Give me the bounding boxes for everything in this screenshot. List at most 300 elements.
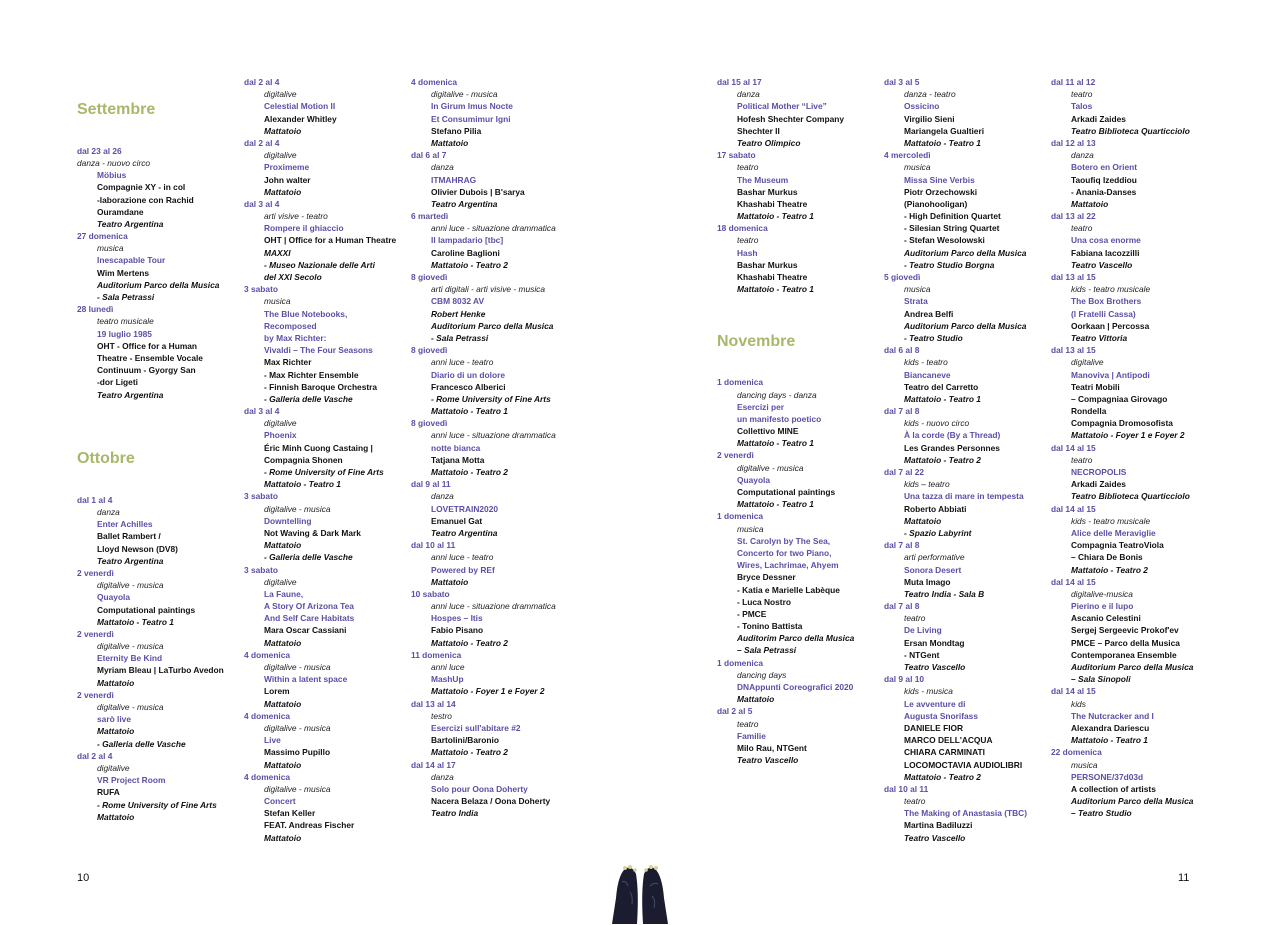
event-genre: arti performative — [904, 552, 965, 563]
event-artist: Lorem — [264, 686, 290, 697]
event-genre: teatro — [737, 235, 759, 246]
event-venue: Mattatoio — [264, 186, 302, 197]
spacer — [77, 76, 227, 88]
event-title: Proximeme — [264, 162, 310, 173]
event-genre: teatro — [904, 796, 926, 807]
event-genre: arti visive - teatro — [264, 211, 328, 222]
event-artist: Roberto Abbiati — [904, 503, 967, 514]
event-title: La Faune, — [264, 588, 304, 599]
event-date: 6 martedì — [411, 211, 449, 222]
event-artist: PMCE – Parco della Musica — [1071, 637, 1180, 648]
event-date: dal 14 al 15 — [1051, 686, 1096, 697]
event-venue: del XXI Secolo — [264, 272, 322, 282]
event-artist: Wim Mertens — [97, 267, 150, 278]
event-artist: Caroline Baglioni — [431, 247, 500, 258]
event-venue: Teatro Vascello — [737, 755, 799, 766]
event-genre: anni luce - teatro — [431, 357, 494, 368]
event-artist: (Pianohooligan) — [904, 198, 968, 209]
event-venue: Teatro Biblioteca Quarticciolo — [1071, 491, 1190, 502]
event-genre: teatro — [1071, 89, 1093, 100]
event-venue: Mattatoio - Teatro 2 — [431, 747, 508, 758]
event-title: The Making of Anastasia (TBC) — [904, 808, 1027, 819]
event-artist: - Finnish Baroque Orchestra — [264, 381, 378, 392]
event-venue: – Sala Sinopoli — [1071, 674, 1131, 685]
event-date: 8 giovedì — [411, 345, 448, 356]
event-artist: Teatri Mobili — [1071, 381, 1120, 392]
spacer — [77, 413, 227, 425]
event-artist: Bashar Murkus — [737, 186, 798, 197]
column-2 — [244, 76, 404, 844]
event-date: 8 giovedì — [411, 272, 448, 282]
event-venue: Mattatoio - Teatro 1 — [737, 438, 814, 449]
event-title: Pierino e il lupo — [1071, 601, 1134, 612]
event-date: 1 domenica — [717, 377, 764, 388]
event-genre: teatro — [1071, 454, 1093, 465]
event-venue: - Rome University of Fine Arts — [431, 393, 551, 404]
event-artist: Arkadi Zaides — [1071, 113, 1126, 124]
event-venue: Mattatoio - Teatro 2 — [904, 771, 981, 782]
event-venue: Auditorium Parco della Musica — [904, 320, 1027, 331]
event-artist: Sergej Sergeevic Prokof'ev — [1071, 625, 1179, 636]
event-date: dal 13 al 14 — [411, 698, 456, 709]
event-genre: kids - teatro musicale — [1071, 515, 1151, 526]
spacer — [717, 320, 877, 332]
event-date: dal 13 al 22 — [1051, 211, 1096, 222]
event-artist: Contemporanea Ensemble — [1071, 649, 1177, 660]
event-venue: - Sala Petrassi — [431, 332, 489, 343]
event-venue: Teatro Vascello — [1071, 259, 1133, 270]
event-venue: Mattatoio - Teatro 1 — [97, 616, 174, 627]
spacer — [717, 295, 877, 307]
event-title: Solo pour Oona Doherty — [431, 783, 528, 794]
event-artist: Fabiana Iacozzilli — [1071, 247, 1140, 258]
column-4 — [717, 76, 877, 766]
event-title: Missa Sine Verbis — [904, 174, 975, 185]
event-date: dal 3 al 4 — [244, 198, 280, 209]
event-title: Möbius — [97, 170, 127, 181]
event-date: dal 7 al 8 — [884, 540, 920, 551]
event-artist: Compagnie XY - in col — [97, 182, 186, 193]
event-venue: Auditorium Parco della Musica — [97, 279, 220, 290]
event-artist: Martina Badiluzzi — [904, 820, 973, 831]
month-heading: Ottobre — [77, 450, 135, 468]
event-title: Et Consumimur Igni — [431, 113, 511, 124]
event-date: 2 venerdì — [77, 567, 114, 578]
event-venue: Teatro Vascello — [904, 832, 966, 843]
event-title: Concert — [264, 796, 296, 807]
event-venue: Teatro Argentina — [97, 389, 164, 400]
event-artist: Ersan Mondtag — [904, 637, 965, 648]
event-title: Le avventure di — [904, 698, 966, 709]
event-genre: dancing days - danza — [737, 389, 817, 400]
event-title: Enter Achilles — [97, 519, 153, 530]
event-artist: Collettivo MINE — [737, 426, 799, 437]
event-title: Strata — [904, 296, 928, 307]
event-title: Rompere il ghiaccio — [264, 223, 344, 234]
event-venue: Mattatoio - Teatro 1 — [904, 137, 981, 148]
event-date: dal 23 al 26 — [77, 145, 122, 156]
spacer — [717, 308, 877, 320]
event-date: dal 9 al 10 — [884, 674, 925, 685]
event-genre: kids - teatro musicale — [1071, 284, 1151, 295]
event-genre: arti digitali - arti visive - musica — [431, 284, 546, 295]
event-venue: - Teatro Studio — [904, 332, 963, 343]
event-artist: Continuum - Gyorgy San — [97, 365, 196, 376]
event-artist: Massimo Pupillo — [264, 747, 331, 758]
event-venue: Mattatoio - Teatro 1 — [737, 499, 814, 510]
event-artist: Taoufiq Izeddiou — [1071, 174, 1137, 185]
event-title: Il lampadario [tbc] — [431, 235, 504, 246]
event-venue: Teatro Argentina — [97, 555, 164, 566]
event-genre: teatro musicale — [97, 316, 154, 327]
event-venue: Mattatoio - Foyer 1 e Foyer 2 — [1071, 430, 1185, 441]
event-artist: Ouramdane — [97, 206, 144, 217]
event-genre: danza — [737, 89, 760, 100]
event-date: 3 sabato — [244, 491, 278, 502]
event-date: dal 6 al 7 — [411, 150, 447, 161]
event-artist: A collection of artists — [1071, 783, 1156, 794]
event-artist: - Stefan Wesolowski — [904, 235, 985, 246]
event-title: CBM 8032 AV — [431, 296, 485, 307]
spacer — [77, 425, 227, 437]
event-date: 22 domenica — [1051, 747, 1102, 758]
event-artist: DANIELE FIOR — [904, 722, 964, 733]
event-genre: digitalive - musica — [264, 503, 331, 514]
event-title: Familie — [737, 730, 766, 741]
event-title: Quayola — [737, 474, 771, 485]
event-artist: Not Waving & Dark Mark — [264, 527, 361, 538]
event-genre: kids – teatro — [904, 479, 950, 490]
event-artist: Theatre - Ensemble Vocale — [97, 352, 203, 363]
event-title: Quayola — [97, 592, 131, 603]
event-title: PERSONE/37d03d — [1071, 771, 1144, 782]
event-genre: digitalive - musica — [431, 89, 498, 100]
event-venue: - Teatro Studio Borgna — [904, 259, 995, 270]
event-title: Celestial Motion II — [264, 101, 336, 112]
event-artist: Virgilio Sieni — [904, 113, 955, 124]
event-title: Powered by REf — [431, 564, 495, 575]
event-genre: teatro — [737, 162, 759, 173]
event-venue: Teatro Argentina — [431, 527, 498, 538]
event-date: dal 7 al 8 — [884, 601, 920, 612]
event-title: Within a latent space — [264, 674, 348, 685]
event-genre: digitalive - musica — [264, 662, 331, 672]
event-genre: kids - nuovo circo — [904, 418, 970, 429]
event-date: dal 9 al 11 — [411, 479, 451, 490]
event-venue: Auditorium Parco della Musica — [904, 247, 1027, 258]
event-date: 4 domenica — [244, 649, 291, 660]
event-date: dal 13 al 15 — [1051, 345, 1096, 356]
event-artist: Computational paintings — [97, 604, 196, 615]
event-date: dal 2 al 5 — [717, 706, 753, 717]
event-genre: danza — [1071, 150, 1094, 161]
event-date: 28 lunedì — [77, 304, 114, 315]
event-date: 11 domenica — [411, 649, 462, 660]
event-date: 2 venerdì — [77, 689, 114, 700]
event-venue: Teatro Biblioteca Quarticciolo — [1071, 125, 1190, 136]
event-title: 19 luglio 1985 — [97, 328, 152, 339]
event-date: 8 giovedì — [411, 418, 448, 429]
event-title: Manoviva | Antipodi — [1071, 369, 1150, 380]
column-3 — [411, 76, 571, 819]
event-venue: Mattatoio - Teatro 2 — [431, 637, 508, 648]
event-date: 5 giovedì — [884, 272, 921, 282]
event-date: 27 domenica — [77, 231, 128, 242]
event-genre: teatro — [737, 718, 759, 729]
event-date: dal 2 al 4 — [244, 77, 280, 87]
event-artist: Compagnia Dromosofista — [1071, 418, 1173, 429]
event-venue: Mattatoio — [904, 515, 942, 526]
event-date: 4 mercoledì — [884, 150, 931, 161]
event-artist: - Tonino Battista — [737, 621, 803, 632]
event-date: dal 3 al 5 — [884, 77, 920, 87]
event-date: dal 14 al 15 — [1051, 503, 1096, 514]
event-genre: kids — [1071, 698, 1086, 709]
event-title: ITMAHRAG — [431, 174, 477, 185]
event-genre: digitalive — [264, 150, 297, 161]
event-title: Wires, Lachrimae, Ahyem — [737, 560, 839, 571]
spacer — [717, 364, 877, 376]
event-title: Botero en Orient — [1071, 162, 1138, 173]
spacer — [77, 482, 227, 494]
event-date: 4 domenica — [244, 710, 291, 721]
event-artist: Tatjana Motta — [431, 454, 485, 465]
event-artist: Shechter II — [737, 125, 780, 136]
event-title: notte bianca — [431, 442, 481, 453]
spacer — [717, 352, 877, 364]
event-date: 4 domenica — [411, 77, 458, 87]
event-artist: Stefan Keller — [264, 808, 316, 819]
spacer — [77, 437, 227, 449]
event-artist: - Max Richter Ensemble — [264, 369, 359, 380]
event-title: Ossicino — [904, 101, 940, 112]
event-genre: digitalive — [264, 418, 297, 429]
event-date: dal 10 al 11 — [411, 540, 456, 551]
event-genre: digitalive - musica — [97, 580, 164, 591]
event-artist: - NTGent — [904, 649, 940, 660]
event-venue: Mattatoio — [97, 726, 135, 737]
event-title: MashUp — [431, 674, 464, 685]
event-artist: - Luca Nostro — [737, 596, 791, 607]
event-title: Live — [264, 735, 281, 746]
event-genre: digitalive - musica — [264, 783, 331, 794]
page-number-right: 11 — [1178, 872, 1190, 884]
event-date: dal 14 al 15 — [1051, 442, 1096, 453]
event-title: The Museum — [737, 174, 789, 185]
event-artist: Francesco Alberici — [431, 381, 506, 392]
event-title: Una tazza di mare in tempesta — [904, 491, 1024, 502]
event-artist: Khashabi Theatre — [737, 198, 808, 209]
event-genre: anni luce — [431, 662, 465, 672]
event-genre: digitalive — [264, 576, 297, 587]
event-artist: Max Richter — [264, 357, 312, 368]
event-genre: anni luce - teatro — [431, 552, 494, 563]
event-title: DNAppunti Coreografici 2020 — [737, 682, 854, 692]
event-title: Phoenix — [264, 430, 297, 441]
event-artist: - Katia e Marielle Labèque — [737, 584, 840, 595]
event-genre: musica — [737, 523, 764, 534]
event-artist: - High Definition Quartet — [904, 211, 1001, 222]
event-artist: - Anania-Danses — [1071, 186, 1137, 197]
event-title: Concerto for two Piano, — [737, 547, 832, 558]
event-title: St. Carolyn by The Sea, — [737, 535, 831, 546]
page-number-left: 10 — [77, 872, 90, 884]
event-title: Talos — [1071, 101, 1093, 112]
event-date: dal 14 al 15 — [1051, 576, 1096, 587]
event-venue: Mattatoio - Teatro 1 — [737, 211, 814, 222]
event-venue: - Rome University of Fine Arts — [264, 467, 384, 477]
event-date: 2 venerdì — [717, 450, 754, 461]
event-venue: Mattatoio — [1071, 198, 1109, 209]
event-title: Recomposed — [264, 320, 317, 331]
column-1 — [77, 76, 227, 823]
event-venue: Mattatoio - Teatro 2 — [904, 454, 981, 465]
event-genre: digitalive - musica — [97, 702, 164, 712]
event-genre: danza — [431, 162, 454, 173]
event-venue: Mattatoio — [264, 698, 302, 709]
event-artist: Milo Rau, NTGent — [737, 742, 807, 753]
event-artist: Alexander Whitley — [264, 113, 337, 124]
event-genre: digitalive - musica — [97, 641, 164, 652]
event-date: dal 12 al 13 — [1051, 137, 1096, 148]
event-date: dal 15 al 17 — [717, 77, 762, 87]
event-venue: Mattatoio — [97, 677, 135, 688]
event-artist: – Chiara De Bonis — [1071, 552, 1143, 563]
event-artist: OHT - Office for a Human — [97, 340, 198, 351]
event-venue: - Sala Petrassi — [97, 292, 155, 302]
event-title: À la corde (By a Thread) — [904, 430, 1001, 441]
event-genre: kids - musica — [904, 686, 953, 697]
event-venue: – Sala Petrassi — [737, 645, 797, 656]
spacer — [77, 469, 227, 481]
event-venue: Mattatoio — [431, 137, 469, 148]
event-title: The Blue Notebooks, — [264, 308, 348, 319]
event-artist: Myriam Bleau | LaTurbo Avedon — [97, 665, 224, 676]
event-genre: danza - nuovo circo — [77, 157, 151, 168]
event-venue: - Spazio Labyrint — [904, 527, 972, 538]
event-artist: Compagnia TeatroViola — [1071, 540, 1164, 551]
event-date: 1 domenica — [717, 511, 764, 522]
event-artist: Les Grandes Personnes — [904, 442, 1000, 453]
event-artist: Hofesh Shechter Company — [737, 113, 845, 124]
event-artist: Olivier Dubois | B'sarya — [431, 186, 525, 197]
month-heading: Settembre — [77, 101, 156, 119]
event-artist: Rondella — [1071, 406, 1107, 417]
event-artist: Nacera Belaza / Oona Doherty — [431, 796, 551, 807]
event-venue: Mattatoio — [737, 694, 775, 705]
event-venue: Mattatoio — [97, 811, 135, 822]
event-date: 3 sabato — [244, 284, 278, 295]
event-artist: Mariangela Gualtieri — [904, 125, 985, 136]
event-genre: kids - teatro — [904, 357, 948, 368]
event-genre: musica — [904, 162, 931, 173]
event-date: 17 sabato — [717, 150, 756, 161]
event-venue: - Galleria delle Vasche — [264, 552, 353, 563]
event-date: dal 11 al 12 — [1051, 77, 1096, 87]
event-genre: anni luce - situazione drammatica — [431, 430, 556, 441]
event-genre: teatro — [1071, 223, 1093, 234]
event-venue: Mattatoio - Teatro 2 — [431, 467, 508, 477]
event-artist: Compagnia Shonen — [264, 454, 343, 465]
event-date: 4 domenica — [244, 771, 291, 782]
event-artist: Alexandra Dariescu — [1071, 722, 1150, 733]
event-title: The Box Brothers — [1071, 296, 1142, 307]
event-genre: digitalive - musica — [737, 462, 804, 473]
event-artist: Mara Oscar Cassiani — [264, 625, 347, 636]
event-artist: Computational paintings — [737, 487, 836, 497]
event-date: dal 14 al 17 — [411, 759, 456, 770]
event-artist: Khashabi Theatre — [737, 272, 808, 282]
event-title: Inescapable Tour — [97, 255, 166, 266]
event-date: dal 2 al 4 — [77, 750, 113, 761]
event-date: 1 domenica — [717, 657, 764, 668]
event-title: (I Fratelli Cassa) — [1071, 308, 1136, 319]
event-venue: Mattatoio — [431, 576, 469, 587]
event-genre: musica — [264, 296, 291, 307]
spacer — [77, 120, 227, 132]
event-title: De Living — [904, 625, 942, 636]
event-artist: RUFA — [97, 787, 120, 798]
event-artist: Ascanio Celestini — [1071, 613, 1141, 624]
event-genre: danza — [431, 491, 454, 502]
event-genre: digitalive-musica — [1071, 588, 1133, 599]
event-title: sarò live — [97, 714, 131, 725]
event-genre: teatro — [904, 613, 926, 624]
event-title: A Story Of Arizona Tea — [264, 601, 354, 612]
event-artist: - PMCE — [737, 608, 767, 619]
event-title: Political Mother “Live” — [737, 101, 827, 112]
event-artist: Bryce Dessner — [737, 572, 796, 583]
event-artist: Arkadi Zaides — [1071, 479, 1126, 490]
event-venue: Mattatoio — [264, 125, 302, 136]
event-artist: Piotr Orzechowski — [904, 186, 978, 197]
event-artist: Stefano Pilia — [431, 125, 482, 136]
event-title: Esercizi sull'abitare #2 — [431, 722, 521, 733]
event-date: 2 venerdì — [77, 628, 114, 639]
event-date: dal 13 al 15 — [1051, 272, 1096, 282]
event-title: Esercizi per — [737, 401, 785, 412]
event-artist: Éric Minh Cuong Castaing | — [264, 442, 373, 453]
event-artist: CHIARA CARMINATI — [904, 747, 985, 758]
event-genre: digitalive — [97, 762, 130, 773]
event-venue: Mattatoio - Teatro 1 — [1071, 735, 1148, 746]
event-venue: Mattatoio - Teatro 1 — [737, 284, 814, 295]
event-genre: testro — [431, 710, 452, 721]
event-genre: musica — [1071, 759, 1098, 770]
event-date: dal 3 al 4 — [244, 406, 280, 417]
event-artist: Teatro del Carretto — [904, 381, 979, 392]
event-venue: Mattatoio - Teatro 1 — [904, 393, 981, 404]
event-artist: Bartolini/Baronio — [431, 735, 499, 746]
event-artist: OHT | Office for a Human Theatre — [264, 235, 397, 246]
event-artist: - Silesian String Quartet — [904, 223, 1000, 234]
event-venue: Mattatoio — [264, 759, 302, 770]
event-genre: musica — [97, 243, 124, 254]
event-venue: Auditorium Parco della Musica — [1071, 796, 1194, 807]
event-venue: Mattatoio - Teatro 1 — [431, 406, 508, 417]
event-genre: digitalive — [1071, 357, 1104, 368]
event-genre: anni luce - situazione drammatica — [431, 601, 556, 612]
event-artist: MARCO DELL'ACQUA — [904, 735, 993, 746]
event-venue: Auditorium Parco della Musica — [1071, 662, 1194, 672]
event-title: LOVETRAIN2020 — [431, 503, 499, 514]
event-artist: Lloyd Newson (DV8) — [97, 543, 178, 554]
event-title: And Self Care Habitats — [264, 613, 355, 624]
event-date: dal 1 al 4 — [77, 494, 113, 505]
event-venue: Robert Henke — [431, 308, 486, 319]
event-artist: Oorkaan | Percossa — [1071, 320, 1150, 331]
event-date: 3 sabato — [244, 564, 278, 575]
